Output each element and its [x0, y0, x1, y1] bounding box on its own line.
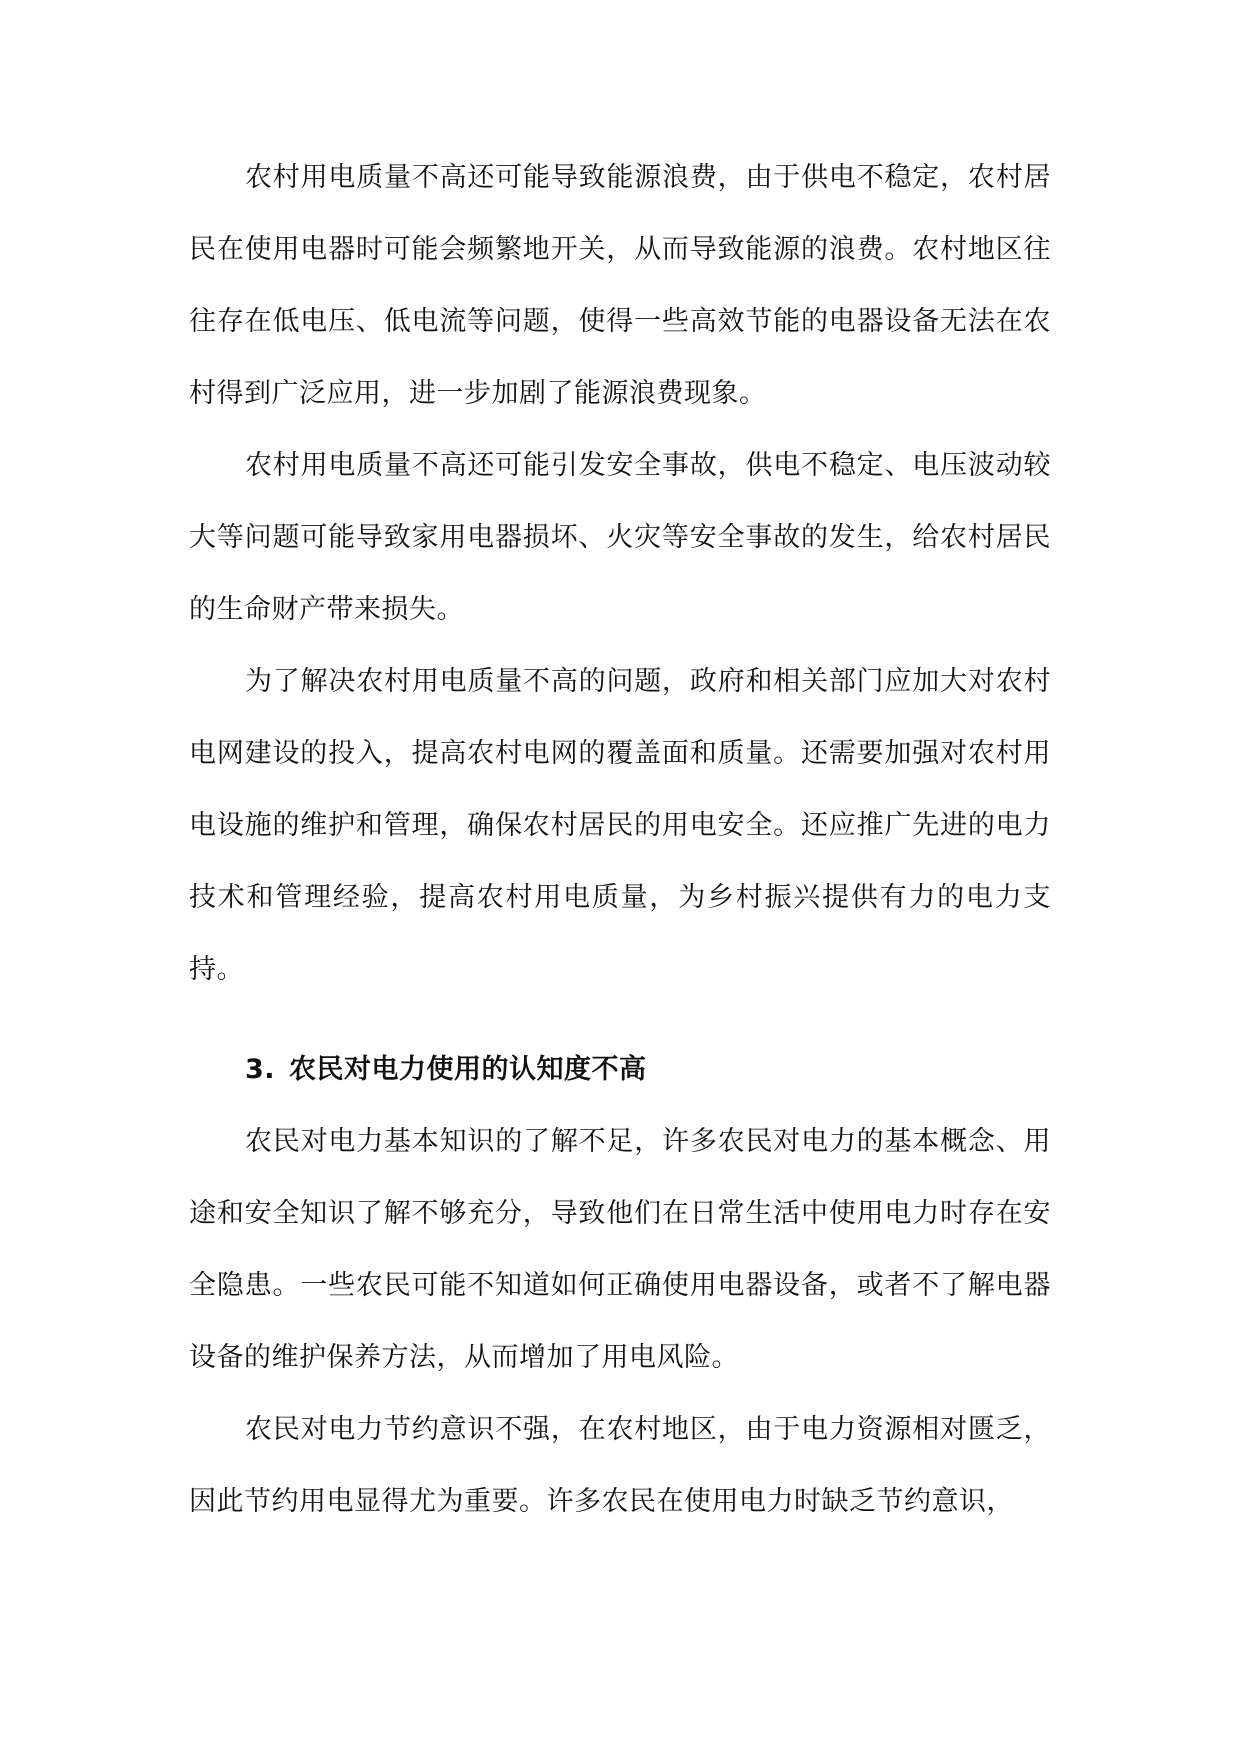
section-title: 农民对电力使用的认知度不高 — [289, 1054, 647, 1085]
section-heading — [189, 1034, 1051, 1106]
paragraph-safety-accidents: 农村用电质量不高还可能引发安全事故，供电不稳定、电压波动较大等问题可能导致家用电器损坏、火灾等安全事故的发生，给农村居民的生命财产带来损失。 — [189, 450, 1051, 625]
paragraph-solutions: 为了解决农村用电质量不高的问题，政府和相关部门应加大对农村电网建设的投入，提高农村电网的覆盖面和质量。还需要加强对农村用电设施的维护和管理，确保农村居民的用电安全。还应推广先进的电力技术和管理经验，提高农村用电质量，为乡村振兴提供有力的电力支持。 — [189, 666, 1051, 985]
section-number: 3. — [245, 1054, 276, 1085]
document-body — [189, 142, 1051, 1538]
paragraph-knowledge-gap: 农民对电力基本知识的了解不足，许多农民对电力的基本概念、用途和安全知识了解不够充分，导致他们在日常生活中使用电力时存在安全隐患。一些农民可能不知道如何正确使用电器设备，或者不了解电器设备的维护保养方法，从而增加了用电风险。 — [189, 1126, 1051, 1373]
paragraph-saving-awareness: 农民对电力节约意识不强，在农村地区，由于电力资源相对匮乏，因此节约用电显得尤为重要。许多农民在使用电力时缺乏节约意识， — [189, 1414, 1051, 1517]
paragraph-energy-waste: 农村用电质量不高还可能导致能源浪费，由于供电不稳定，农村居民在使用电器时可能会频繁地开关，从而导致能源的浪费。农村地区往往存在低电压、低电流等问题，使得一些高效节能的电器设备无法在农村得到广泛应用，进一步加剧了能源浪费现象。 — [189, 162, 1051, 409]
